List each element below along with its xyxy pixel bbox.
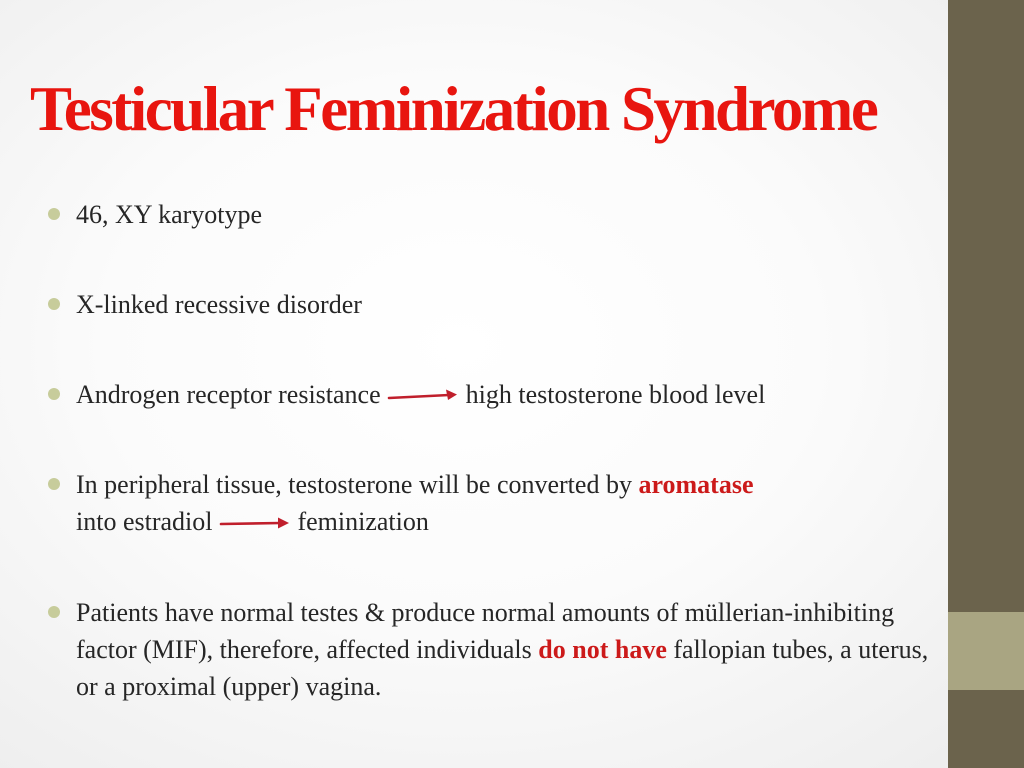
mif-text-continued: fallopian tubes, a uterus, or a proximal (upper) vagina. xyxy=(76,635,929,701)
right-arrow-icon xyxy=(219,514,291,534)
side-bar-accent xyxy=(948,612,1024,690)
bullet-text xyxy=(76,466,956,540)
bullet-inheritance-text: X-linked recessive disorder xyxy=(76,290,362,319)
bullet-text xyxy=(76,594,956,705)
bullet-text xyxy=(76,376,956,413)
bullet-text xyxy=(76,286,956,323)
feminization-text: feminization xyxy=(297,507,429,536)
bullet-dot-icon xyxy=(48,388,60,400)
aromatase-emphasis: aromatase xyxy=(638,470,754,499)
do-not-have-emphasis: do not have xyxy=(538,635,667,664)
peripheral-conversion-text: In peripheral tissue, testosterone will be converted by xyxy=(76,470,639,499)
right-arrow-icon xyxy=(387,387,459,407)
bullet-text xyxy=(76,196,956,233)
bullet-dot-icon xyxy=(48,298,60,310)
mif-text: Patients have normal testes & produce normal amounts of müllerian-inhibiting factor (MIF), therefore, affected individuals xyxy=(76,598,895,664)
testosterone-level-text: high testosterone blood level xyxy=(465,380,766,409)
androgen-resistance-text: Androgen receptor resistance xyxy=(76,380,381,409)
bullet-dot-icon xyxy=(48,478,60,490)
bullet-karyotype-text: 46, XY karyotype xyxy=(76,200,263,229)
estradiol-text: into estradiol xyxy=(76,507,213,536)
bullet-dot-icon xyxy=(48,606,60,618)
bullet-dot-icon xyxy=(48,208,60,220)
slide-title: Testicular Feminization Syndrome xyxy=(30,74,877,144)
